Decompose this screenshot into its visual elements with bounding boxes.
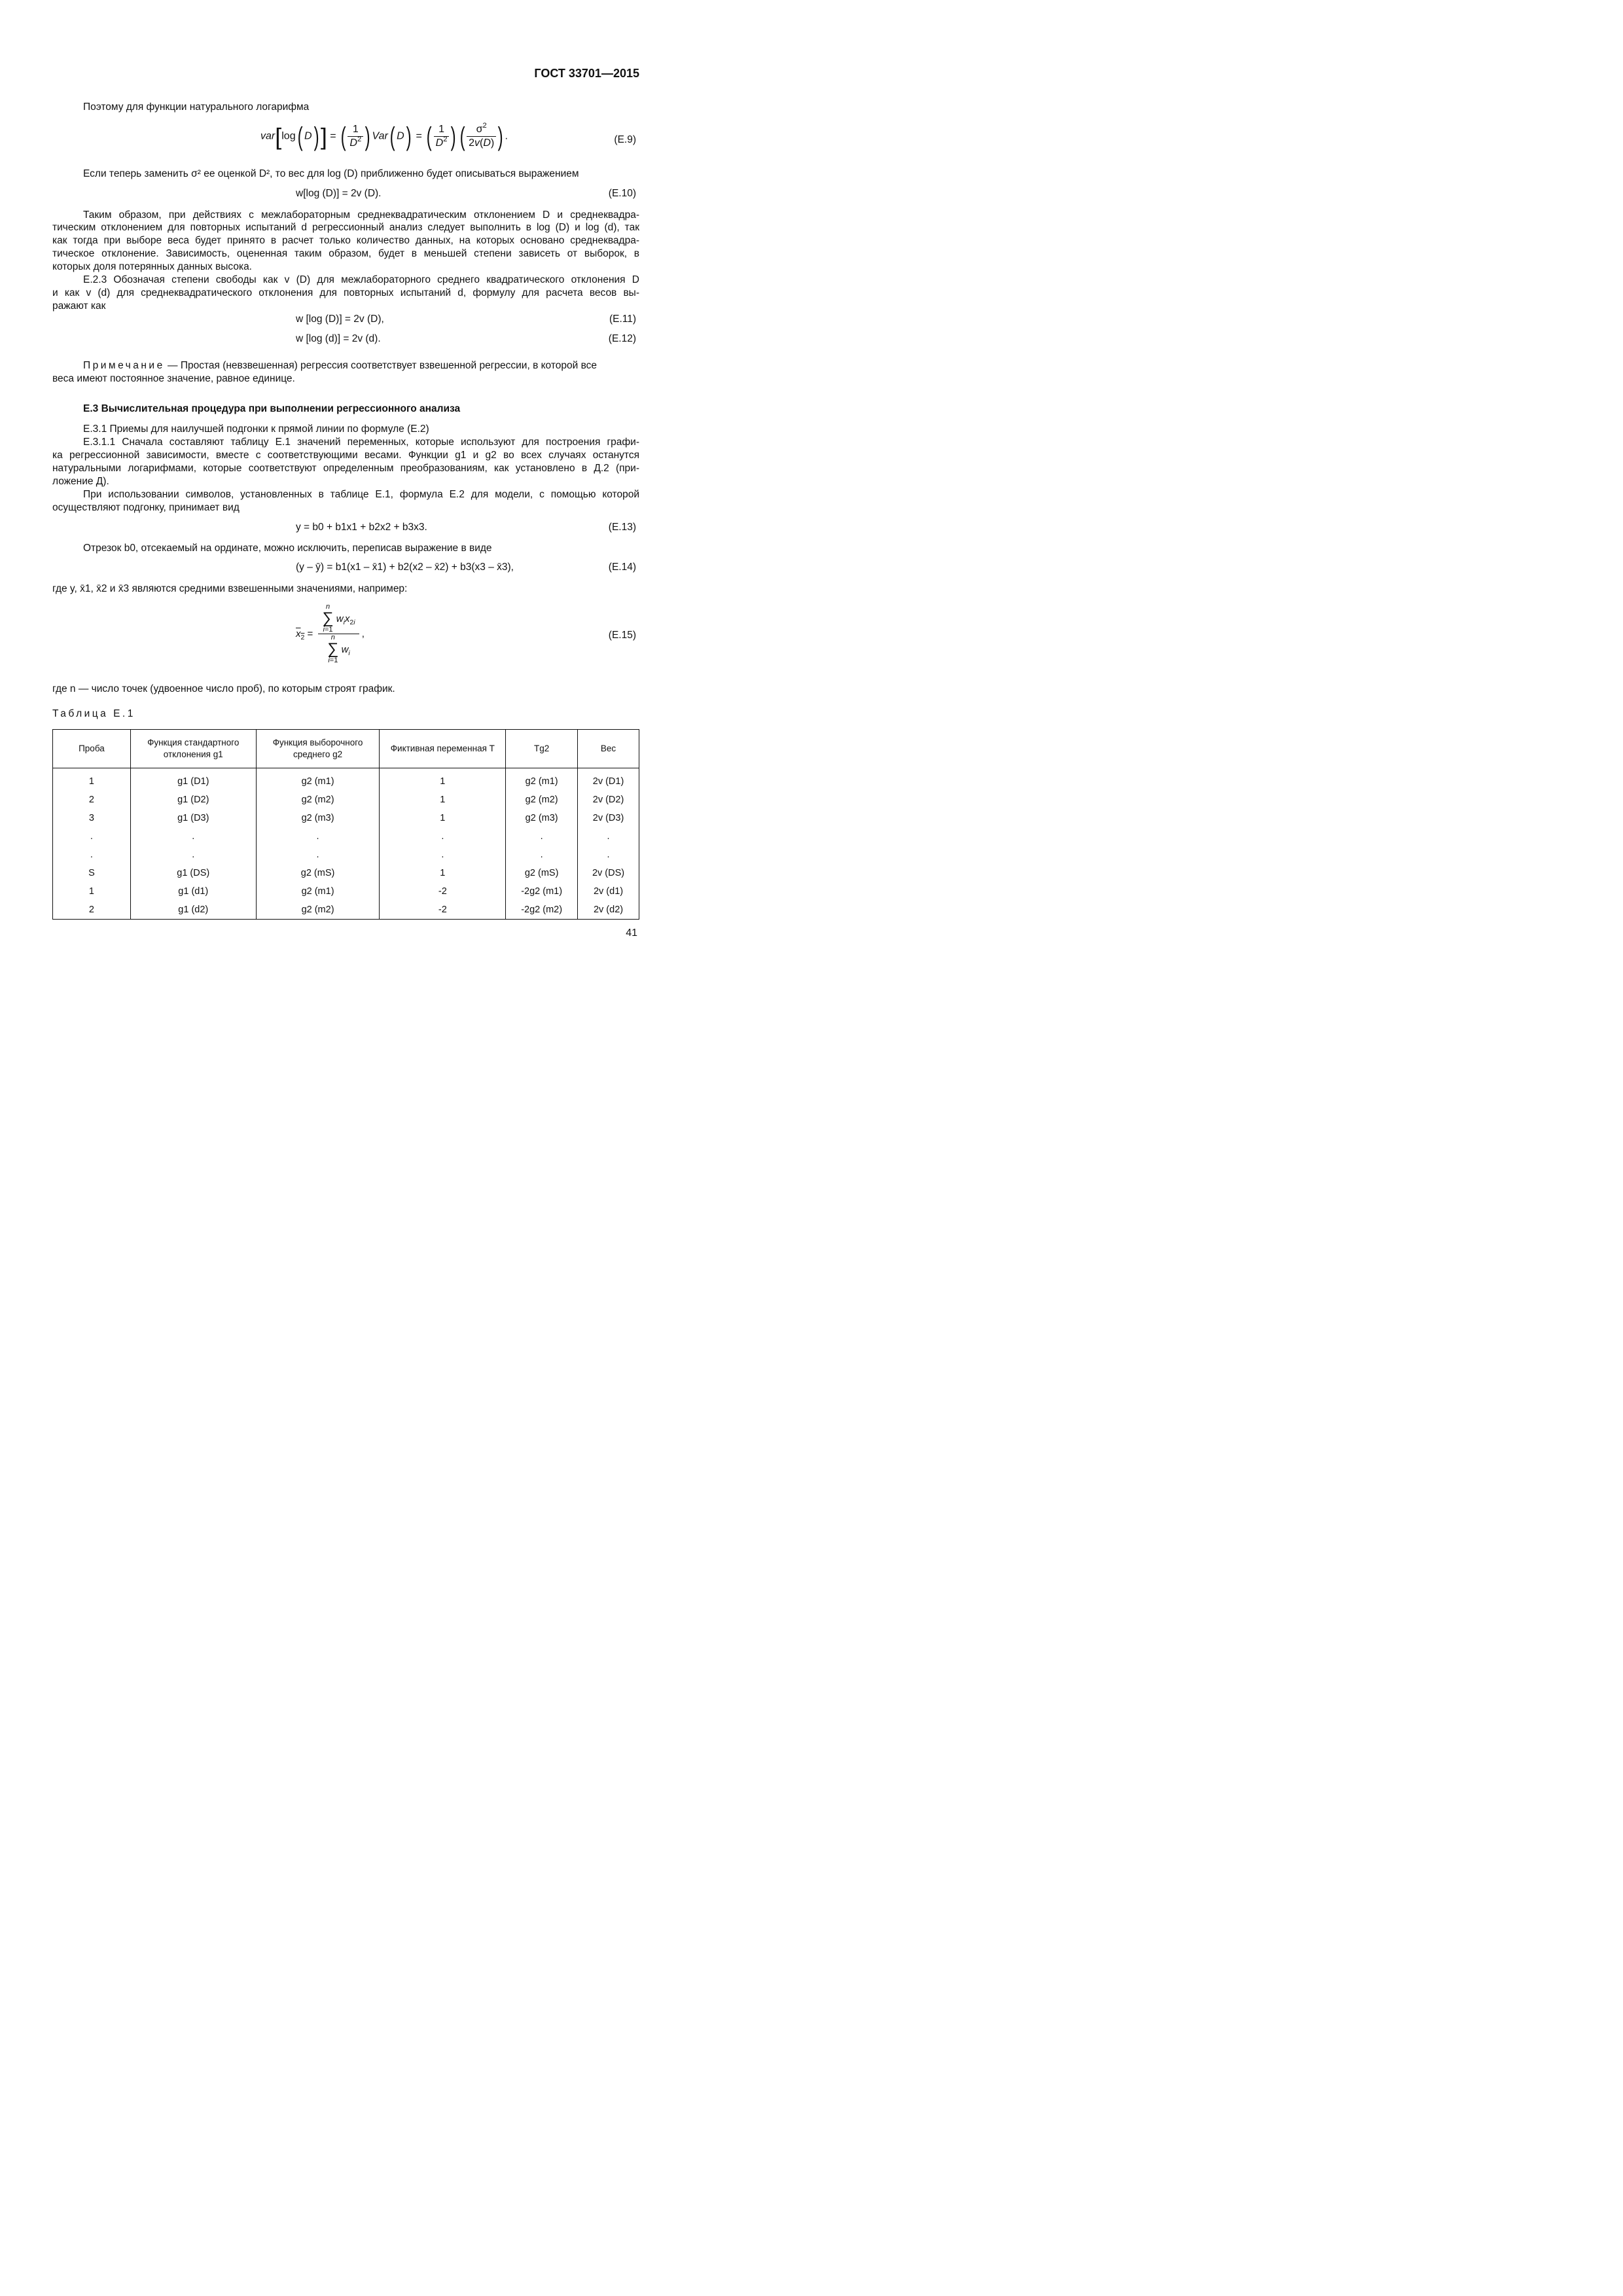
table-cell: 2 — [53, 901, 131, 920]
table-cell: 3 — [53, 809, 131, 827]
table-cell: 2v (D2) — [578, 791, 639, 809]
table-cell: . — [130, 846, 256, 864]
equation-e12: w [log (d)] = 2v (d). — [296, 333, 381, 344]
paragraph-line: Если теперь заменить σ² ее оценкой D², то вес для log (D) приближенно будет описываться выражением — [83, 168, 579, 179]
table-header: Вес — [578, 730, 639, 768]
table-header: Фиктивная переменная T — [380, 730, 506, 768]
table-cell: g2 (mS) — [256, 864, 380, 882]
equation-e10: w[log (D)] = 2v (D). — [296, 188, 382, 199]
table-row — [53, 827, 639, 846]
table-cell: -2 — [380, 882, 506, 901]
section-heading: E.3 Вычислительная процедура при выполнении регрессионного анализа — [83, 403, 461, 414]
table-cell: g2 (m1) — [256, 768, 380, 791]
paragraph-line: тическое отклонение. Зависимость, оцененная таким образом, будет в меньшей степени зависеть от выборок, в — [52, 248, 639, 259]
paragraph-line: Таким образом, при действиях с межлабораторным среднеквадратическим отклонением D и среднеквадра- — [83, 209, 639, 221]
table-cell: 2v (D1) — [578, 768, 639, 791]
table-cell: g1 (D2) — [130, 791, 256, 809]
equation-number: (E.10) — [608, 188, 636, 199]
paragraph-line: где y, x̄1, x̄2 и x̄3 являются средними взвешенными значениями, например: — [52, 583, 408, 594]
table-cell: g2 (m2) — [256, 901, 380, 920]
note-text: — Простая (невзвешенная) регрессия соответствует взвешенной регрессии, в которой все — [164, 360, 597, 371]
paragraph-line: как тогда при выборе веса будет принято в расчет только количество данных, на которых основано среднеквадра- — [52, 235, 639, 246]
note-line — [83, 359, 639, 372]
table-cell: . — [130, 827, 256, 846]
table-cell: g2 (m2) — [506, 791, 578, 809]
equation-number: (E.9) — [614, 134, 636, 145]
table-header: Проба — [53, 730, 131, 768]
table-cell: -2g2 (m1) — [506, 882, 578, 901]
table-cell: 2v (d2) — [578, 901, 639, 920]
table-cell: -2g2 (m2) — [506, 901, 578, 920]
table-header: Tg2 — [506, 730, 578, 768]
paragraph-line: осуществляют подгонку, принимает вид — [52, 502, 240, 513]
table-caption: Таблица E.1 — [52, 708, 135, 719]
table-cell: . — [53, 827, 131, 846]
table-cell: g1 (D3) — [130, 809, 256, 827]
table-cell: 1 — [380, 864, 506, 882]
equation-number: (E.11) — [609, 314, 636, 325]
paragraph-line: и как v (d) для среднеквадратического отклонения для повторных испытаний d, формулу для расчета весов вы- — [52, 287, 639, 298]
table-cell: -2 — [380, 901, 506, 920]
equation-e15: $x_2$ = n ∑ i=1 $w_ix_{2i}$ n ∑ i=1 $w_i$ , — [296, 603, 365, 664]
paragraph-line: E.2.3 Обозначая степени свободы как v (D) для межлабораторного среднего квадратического отклонения D — [83, 274, 639, 285]
table-cell: g2 (m3) — [506, 809, 578, 827]
table-cell: g2 (m3) — [256, 809, 380, 827]
paragraph-line: которых доля потерянных данных высока. — [52, 261, 252, 272]
table-cell: g2 (m1) — [256, 882, 380, 901]
table-row — [53, 864, 639, 882]
paragraph-line: E.3.1.1 Сначала составляют таблицу E.1 значений переменных, которые используют для построения графи- — [83, 437, 639, 448]
paragraph-line: Поэтому для функции натурального логарифма — [83, 101, 310, 113]
paragraph-line: ражают как — [52, 300, 106, 312]
table-cell: . — [380, 846, 506, 864]
table-cell: . — [256, 827, 380, 846]
table-cell: S — [53, 864, 131, 882]
table-cell: . — [578, 827, 639, 846]
table-row — [53, 809, 639, 827]
note-line: веса имеют постоянное значение, равное единице. — [52, 373, 295, 384]
equation-number: (E.15) — [608, 630, 636, 641]
table-cell: g2 (m1) — [506, 768, 578, 791]
table-row — [53, 882, 639, 901]
table-cell: 1 — [53, 882, 131, 901]
paragraph-line: При использовании символов, установленных в таблице E.1, формула E.2 для модели, с помощью которой — [83, 489, 639, 500]
table-cell: 2v (d1) — [578, 882, 639, 901]
page-number: 41 — [626, 927, 637, 939]
paragraph-line: натуральными логарифмами, которые соответствуют определенным преобразованиям, как установлено в Д.2 (при- — [52, 463, 639, 474]
table-cell: . — [578, 846, 639, 864]
table-cell: 2v (DS) — [578, 864, 639, 882]
equation-number: (E.14) — [608, 562, 636, 573]
paragraph-line: ка регрессионной зависимости, вместе с соответствующими весами. Функции g1 и g2 во всех случаях останутся — [52, 450, 639, 461]
equation-number: (E.12) — [608, 333, 636, 344]
equation-e11: w [log (D)] = 2v (D), — [296, 314, 384, 325]
equation-number: (E.13) — [608, 522, 636, 533]
table-cell: 1 — [53, 768, 131, 791]
table-cell: . — [380, 827, 506, 846]
paragraph-line: тическим отклонением для повторных испытаний d регрессионный анализ следует выполнить в log (D) и log (d), так — [52, 222, 639, 233]
table-cell: 1 — [380, 768, 506, 791]
table-row — [53, 768, 639, 791]
table-cell: 2 — [53, 791, 131, 809]
table-cell: g1 (D1) — [130, 768, 256, 791]
equation-e14: (y – ȳ) = b1(x1 – x̄1) + b2(x2 – x̄2) + b3(x3 – x̄3), — [296, 562, 514, 573]
table-row — [53, 846, 639, 864]
equation-e9: var[log( D)] = ( $\frac{1}{D^2}$ ) Var( D) = ( $\frac{1}{D^2}$ ) ( $\frac{\sigma^2}{2v(D)}$ ) . — [260, 122, 508, 151]
table-header: Функция стандартного отклонения g1 — [130, 730, 256, 768]
table-cell: g1 (d1) — [130, 882, 256, 901]
table-cell: 1 — [380, 791, 506, 809]
table-cell: 1 — [380, 809, 506, 827]
table-cell: g2 (mS) — [506, 864, 578, 882]
table-cell: 2v (D3) — [578, 809, 639, 827]
table-cell: . — [506, 846, 578, 864]
paragraph-line: где n — число точек (удвоенное число проб), по которым строят график. — [52, 683, 395, 694]
table-cell: g2 (m2) — [256, 791, 380, 809]
paragraph-line: E.3.1 Приемы для наилучшей подгонки к прямой линии по формуле (E.2) — [83, 423, 429, 435]
document-code: ГОСТ 33701—2015 — [534, 67, 639, 80]
table-header: Функция выборочного среднего g2 — [256, 730, 380, 768]
paragraph-line: Отрезок b0, отсекаемый на ординате, можно исключить, переписав выражение в виде — [83, 543, 492, 554]
note-label: Примечание — [83, 360, 165, 371]
table-cell: . — [506, 827, 578, 846]
equation-e13: y = b0 + b1x1 + b2x2 + b3x3. — [296, 522, 427, 533]
table-cell: . — [53, 846, 131, 864]
table-row — [53, 791, 639, 809]
table-cell: g1 (DS) — [130, 864, 256, 882]
table-cell: . — [256, 846, 380, 864]
data-table — [52, 729, 639, 920]
table-row — [53, 901, 639, 920]
paragraph-line: ложение Д). — [52, 476, 109, 487]
table-cell: g1 (d2) — [130, 901, 256, 920]
